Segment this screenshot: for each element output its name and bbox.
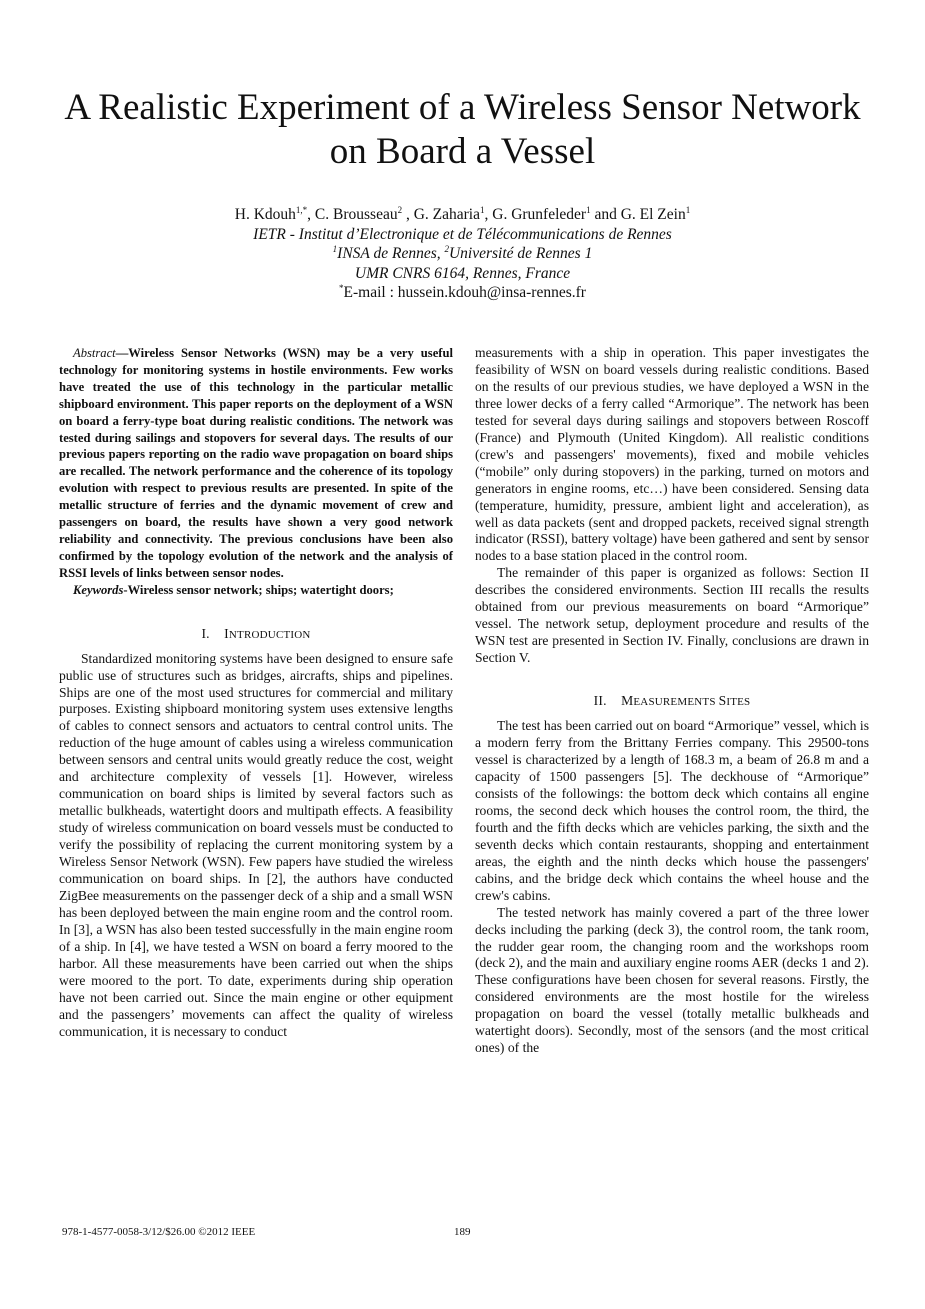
paper-title — [40, 86, 885, 174]
author-name: , C. Brousseau — [307, 206, 398, 223]
right-column — [475, 345, 869, 1057]
section-title-rest: EASUREMENTS — [633, 696, 719, 709]
title-line-1: A Realistic Experiment of a Wireless Sensor Network — [64, 87, 861, 128]
title-line-2: on Board a Vessel — [329, 131, 596, 172]
intro-paragraph-continued: measurements with a ship in operation. This paper investigates the feasibility of WSN on board vessels during realistic conditions. Based on the results of our previous studies, we have deployed a WSN in the three lower decks of a ferry called “Armorique”. The network has been tested for several days during sailings and stopovers between Roscoff (France) and Plymouth (United Kingdom). All realistic conditions (crew's and passengers' movements), fixed and mobile vehicles (“mobile” only during stopovers) in the parking, turned on motors and generators in engine rooms, etc…) have been considered. Sensing data (temperature, humidity, pressure, ambient light and acceleration), as well as data packets (sent and dropped packets, received signal strength indicator (RSSI), battery voltage) have been gathered and sent by sensor nodes to a base station placed in the control room. — [475, 345, 869, 564]
section-title-cap: I — [224, 625, 229, 641]
author-name: , G. Grunfeleder — [484, 206, 587, 223]
author-affil-sup: 2 — [397, 205, 403, 215]
author-affil-sup: 1,* — [295, 205, 308, 215]
affiliation-institute: IETR - Institut d’Electronique et de Télécommunications de Rennes — [253, 225, 672, 243]
author-affil-sup: 1 — [586, 205, 591, 215]
abstract — [59, 345, 453, 582]
section-number: I. — [201, 625, 210, 641]
sites-paragraph-1: The test has been carried out on board “Armorique” vessel, which is a modern ferry from the Brittany Ferries company. This 29500-tons vessel is characterized by a length of 168.3 m, a beam of 26.8 m and a capacity of 1500 passengers [5]. The deckhouse of “Armorique” consists of the followings: the bottom deck which contains all engine rooms, the second deck which houses the control room, the third, the fourth and the fifth decks which are vehicles parking, the sixth and the seventh decks which contain restaurants, shopping and entertainment areas, the eighth and the ninth decks which house the passengers' cabins, and the bridge deck which contains the wheel house and the crew's cabins. — [475, 718, 869, 903]
section-title-cap: M — [621, 693, 634, 709]
affil-sup: 2 — [444, 244, 449, 254]
left-column — [59, 345, 453, 1041]
section-number: II. — [593, 693, 607, 709]
author-affil-sup: 1 — [685, 205, 691, 215]
sites-paragraph-2: The tested network has mainly covered a part of the three lower decks including the parking (deck 3), the control room, the tank room, the rudder gear room, the changing room and the workshops room (deck 2), and the main and auxiliary engine rooms AER (decks 1 and 2). These configurations have been chosen for several reasons. Firstly, the considered environments are the most hostile for the wireless propagation on board the vessel (totally metallic bulkheads and watertight doors). Secondly, most of the sensors (and the most critical ones) of the — [475, 904, 869, 1056]
email-text: E-mail : hussein.kdouh@insa-rennes.fr — [343, 284, 586, 301]
affil-text: Université de Rennes 1 — [448, 245, 593, 262]
section-title-rest: ITES — [726, 696, 751, 709]
keywords-label: Keywords — [73, 582, 124, 597]
author-affil-sup: 1 — [480, 205, 485, 215]
organization-paragraph: The remainder of this paper is organized as follows: Section II describes the considered environments. Section III recalls the results obtained from our previous measurements on board “Armorique” vessel. The network setup, deployment procedure and results of the WSN test are presented in Section IV. Finally, conclusions are drawn in Section V. — [475, 565, 869, 666]
page-number: 189 — [454, 1226, 471, 1238]
affil-sup: 1 — [332, 244, 338, 254]
email-sup: * — [339, 283, 344, 293]
section-title-rest: NTRODUCTION — [228, 628, 311, 641]
author-block — [60, 205, 865, 303]
footer-copyright: 978-1-4577-0058-3/12/$26.00 ©2012 IEEE — [62, 1226, 256, 1238]
affiliation-universities — [60, 244, 865, 264]
section-title-cap: S — [718, 693, 727, 709]
author-name: H. Kdouh — [234, 206, 296, 223]
abstract-label: Abstract — [73, 346, 116, 360]
author-name: and G. El Zein — [590, 206, 686, 223]
author-list — [60, 205, 865, 225]
contact-email — [60, 283, 865, 303]
abstract-text: —Wireless Sensor Networks (WSN) may be a very useful technology for monitoring systems in hostile environments. Few works have treated the use of this technology in the particular metallic shipboard environment. This paper reports on the deployment of a WSN on board a ferry-type boat during realistic conditions. The network was tested during sailings and stopovers for several days. The results of our previous papers reporting on the radio wave propagation on board ships are recalled. The network performance and the coherence of its topology evolution with respect to previous results are presented. In spite of the metallic structure of ferries and the dynamic movement of crew and passengers on board, the results have shown a very good network reliability and connectivity. The previous conclusions have been also confirmed by the topology evolution of the network and the analysis of RSSI levels of links between sensor nodes. — [59, 346, 453, 580]
affil-text: INSA de Rennes, — [337, 245, 445, 262]
keywords-text: -Wireless sensor network; ships; watertight doors; — [123, 582, 394, 597]
section-heading-introduction — [59, 625, 453, 644]
section-heading-measurement-sites — [475, 692, 869, 711]
author-name: , G. Zaharia — [402, 206, 480, 223]
keywords — [59, 582, 453, 599]
intro-paragraph: Standardized monitoring systems have been designed to ensure safe public use of structures such as bridges, aircrafts, ships and pipelines. Ships are one of the most used structures for commercial and military purposes. Existing shipboard monitoring system uses extensive lengths of cables to connect sensors and actuators to central control units. The reduction of the huge amount of cables using a wireless communication between sensors and central units would greatly reduce the cost, weight and architecture complexity of vessels [1]. However, wireless communication on board ships is limited by several factors such as metallic bulkheads, watertight doors and multipath effects. A feasibility study of wireless communication on board vessels must be conducted to verify the possibility of replacing the current monitoring system by a Wireless Sensor Network (WSN). Few papers have studied the wireless communication on board ships. In [2], the authors have conducted ZigBee measurements on the passenger deck of a ship and a small WSN has been deployed between the main engine room and the control room. In [3], a WSN has also been tested successfully in the main engine room of a ship. In [4], we have tested a WSN on board a ferry moored to the harbor. All these measurements have been carried out when the ships were moored to the port. To date, experiments during ship operation have not been carried out. Since the main engine or other equipment and the passengers’ movements can affect the quality of wireless communication, it is necessary to conduct — [59, 650, 453, 1039]
affiliation-umr: UMR CNRS 6164, Rennes, France — [354, 264, 571, 282]
